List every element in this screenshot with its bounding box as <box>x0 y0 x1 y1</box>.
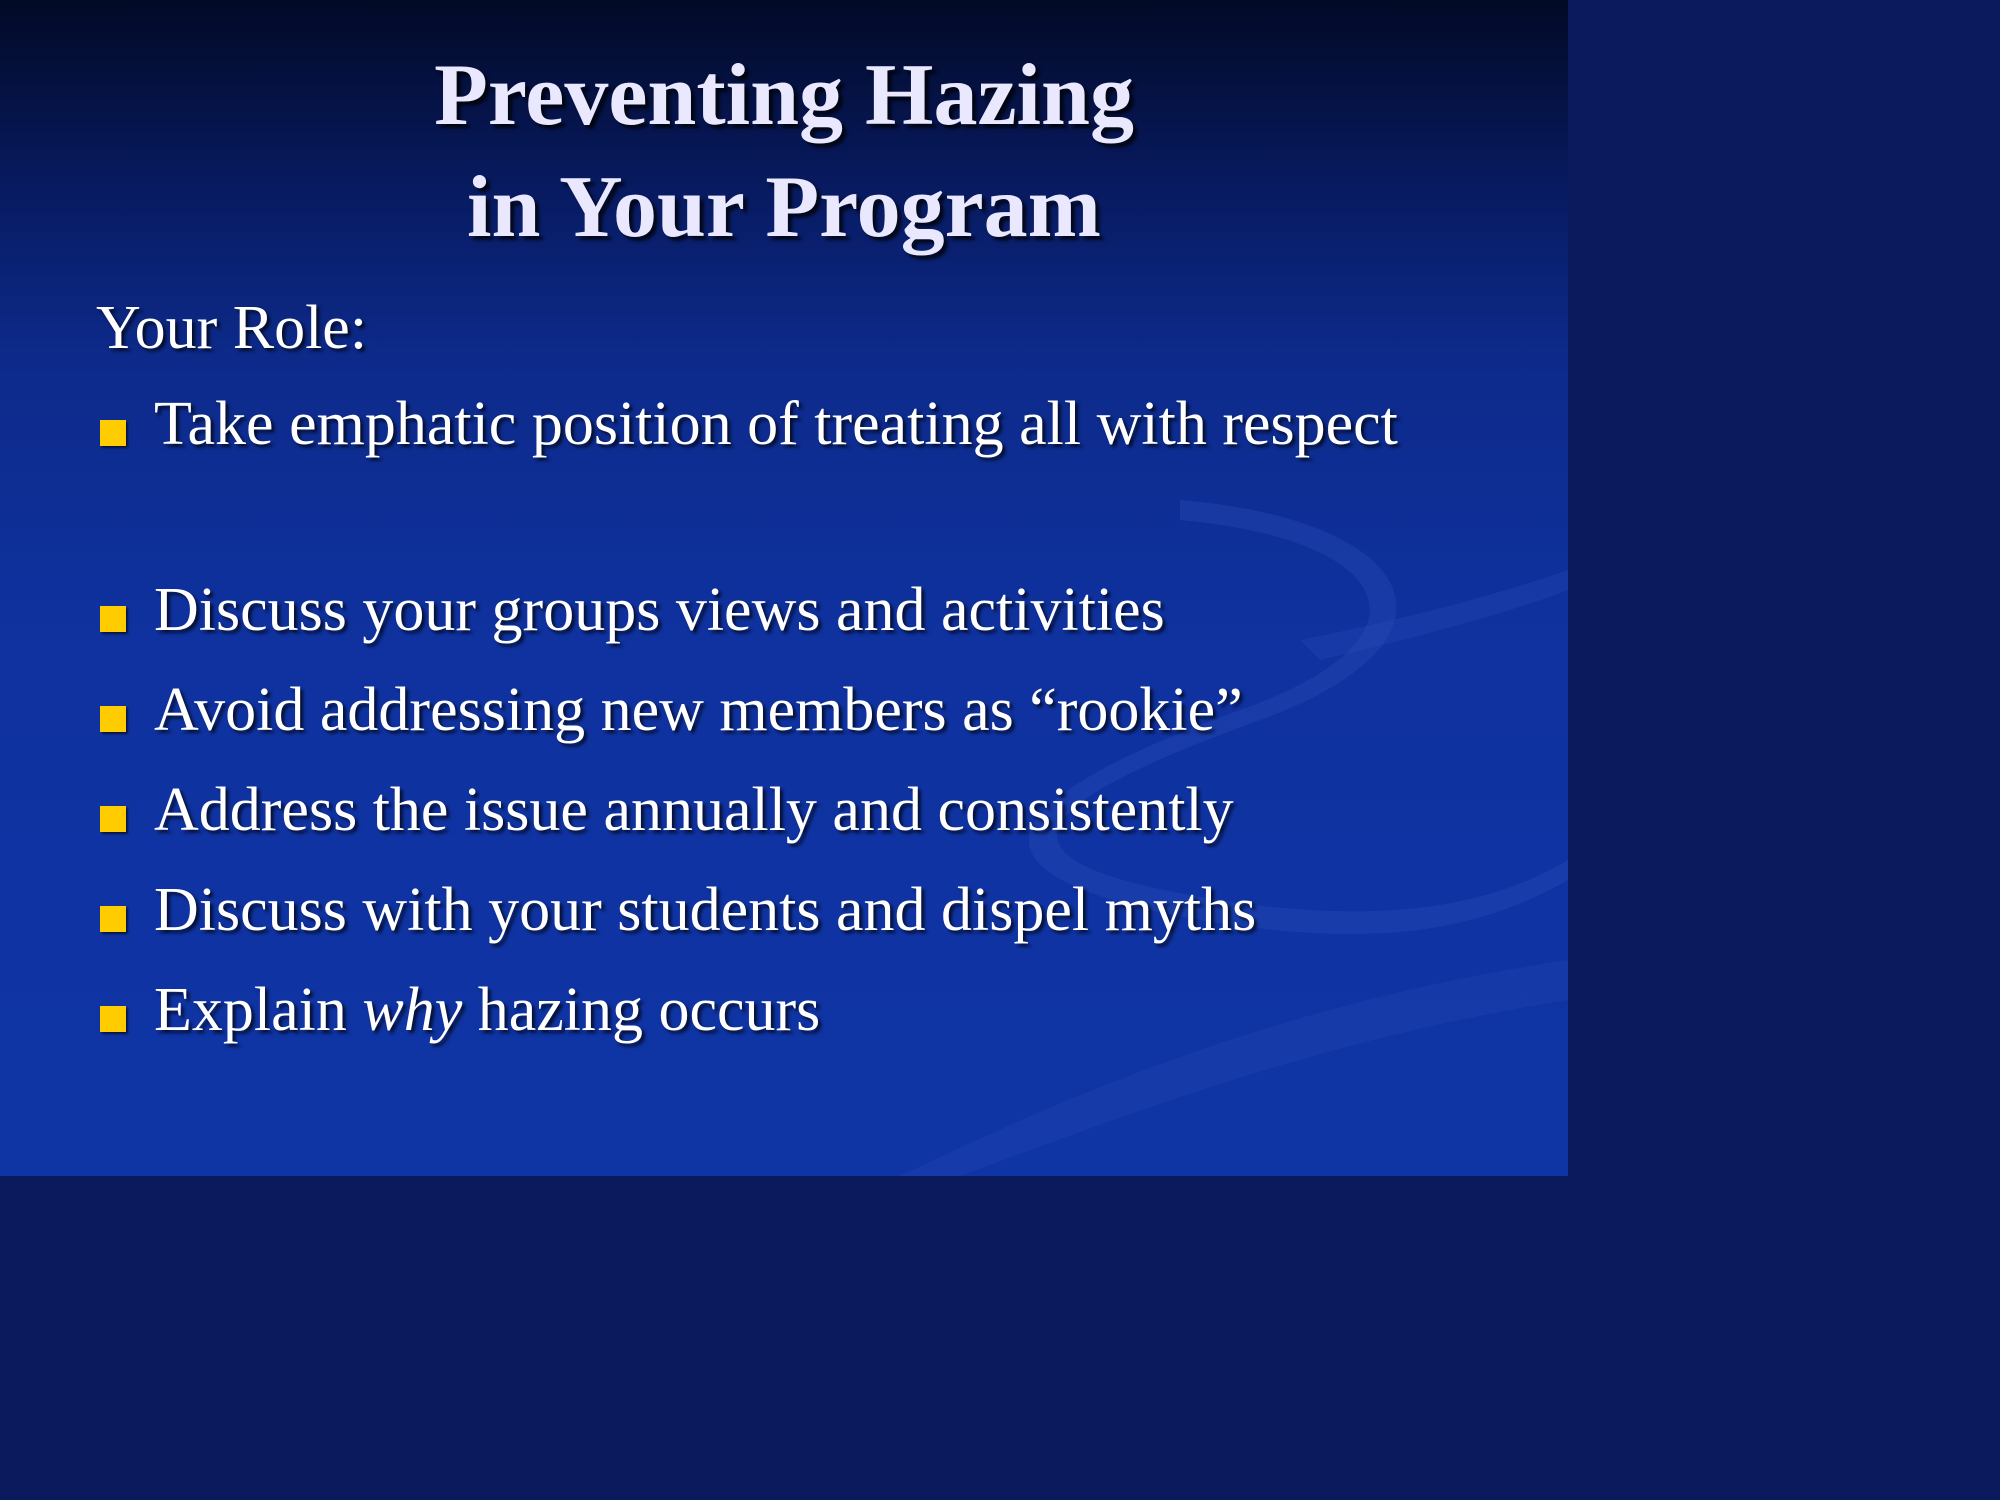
square-bullet-icon <box>100 906 126 932</box>
bullet-text-emphasis: why <box>362 976 463 1044</box>
square-bullet-icon <box>100 420 126 446</box>
bullet-text-end: hazing occurs <box>462 976 821 1044</box>
square-bullet-icon <box>100 806 126 832</box>
bullet-text: Discuss your groups views and activities <box>154 576 1165 644</box>
slide-title-line-1: Preventing Hazing <box>434 47 1134 144</box>
bullet-text: Discuss with your students and dispel myths <box>154 876 1257 944</box>
bullet-text-start: Explain <box>154 976 363 1044</box>
bullet-text: Avoid addressing new members as “rookie” <box>154 676 1243 744</box>
square-bullet-icon <box>100 1006 126 1032</box>
bullet-text: Address the issue annually and consistently <box>154 776 1234 844</box>
slide-title <box>0 40 1568 264</box>
subheading: Your Role: <box>96 294 368 362</box>
slide-title-line-2: in Your Program <box>467 159 1101 256</box>
square-bullet-icon <box>100 606 126 632</box>
square-bullet-icon <box>100 706 126 732</box>
bullet-text: Take emphatic position of treating all with respect <box>154 390 1398 458</box>
bullet-text <box>154 966 1494 1054</box>
